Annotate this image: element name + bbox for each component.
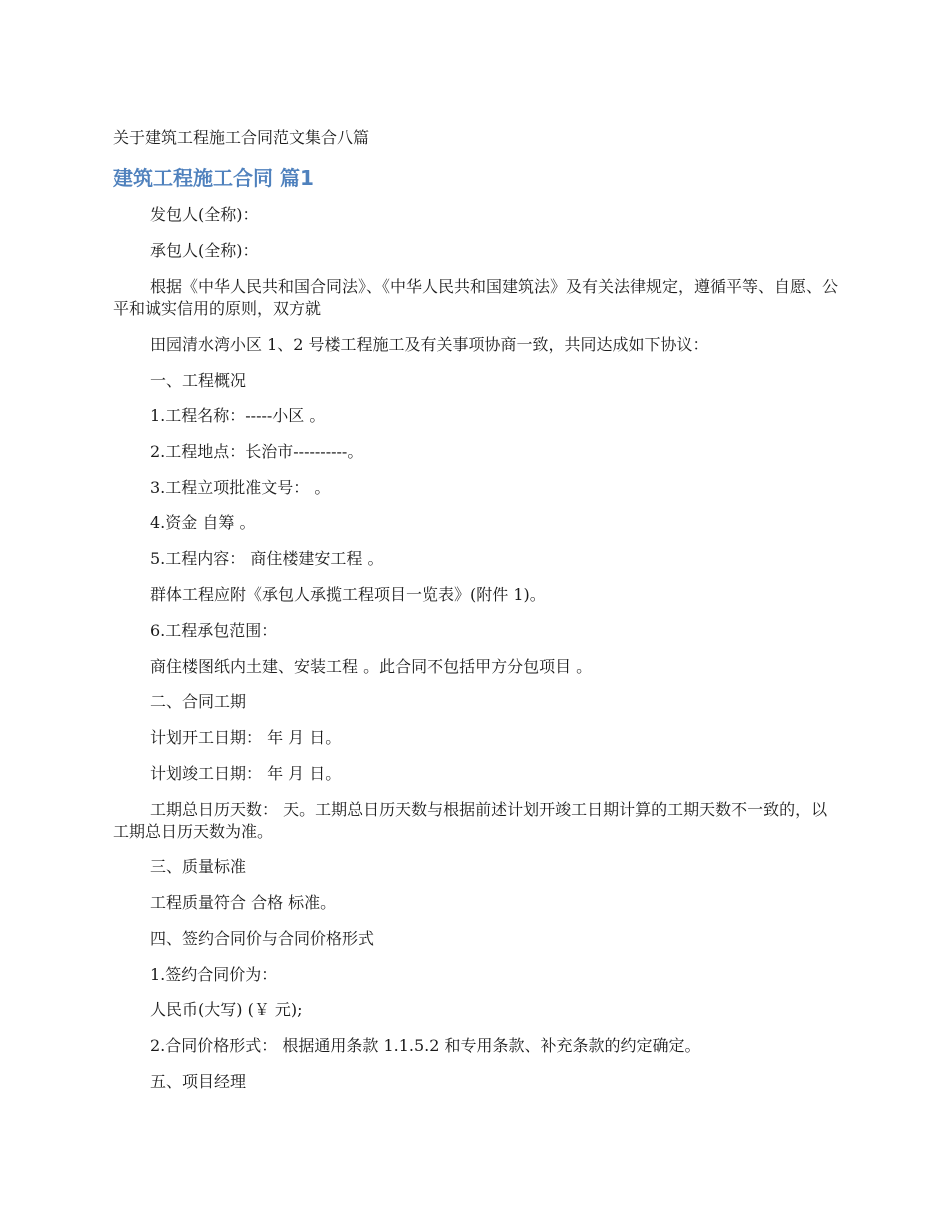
paragraph: 发包人(全称)： [150,205,259,224]
paragraph: 3.工程立项批准文号： 。 [150,478,331,497]
paragraph: 5.工程内容： 商住楼建安工程 。 [150,549,384,568]
paragraph: 一、工程概况 [150,371,247,390]
paragraph: 人民币(大写) (￥ 元); [150,1000,303,1019]
paragraph: 2.工程地点：长治市----------。 [150,442,364,461]
paragraph: 田园清水湾小区 1、2 号楼工程施工及有关事项协商一致，共同达成如下协议： [150,335,709,354]
paragraph: 承包人(全称)： [150,241,259,260]
paragraph: 4.资金 自筹 。 [150,513,256,532]
paragraph: 计划竣工日期： 年 月 日。 [150,764,342,783]
section-heading: 建筑工程施工合同 篇1 [113,166,314,190]
paragraph: 工程质量符合 合格 标准。 [150,893,337,912]
paragraph: 6.工程承包范围： [150,621,278,640]
paragraph: 1.签约合同价为： [150,965,278,984]
paragraph: 根据《中华人民共和国合同法》、《中华人民共和国建筑法》及有关法律规定，遵循平等、自愿、公平和诚实信用的原则，双方就 [113,277,839,318]
paragraph: 五、项目经理 [150,1072,247,1091]
paragraph: 2.合同价格形式： 根据通用条款 1.1.5.2 和专用条款、补充条款的约定确定。 [150,1036,701,1055]
paragraph: 四、签约合同价与合同价格形式 [150,929,375,948]
paragraph: 计划开工日期： 年 月 日。 [150,728,342,747]
paragraph: 三、质量标准 [150,857,247,876]
paragraph: 商住楼图纸内土建、安装工程 。此合同不包括甲方分包项目 。 [150,657,593,676]
paragraph: 群体工程应附《承包人承揽工程项目一览表》(附件 1)。 [150,585,546,604]
document-title: 关于建筑工程施工合同范文集合八篇 [113,128,370,147]
paragraph: 1.工程名称：-----小区 。 [150,406,326,425]
paragraph: 二、合同工期 [150,692,247,711]
paragraph: 工期总日历天数： 天。工期总日历天数与根据前述计划开竣工日期计算的工期天数不一致的，以工期总日历天数为准。 [113,800,828,841]
